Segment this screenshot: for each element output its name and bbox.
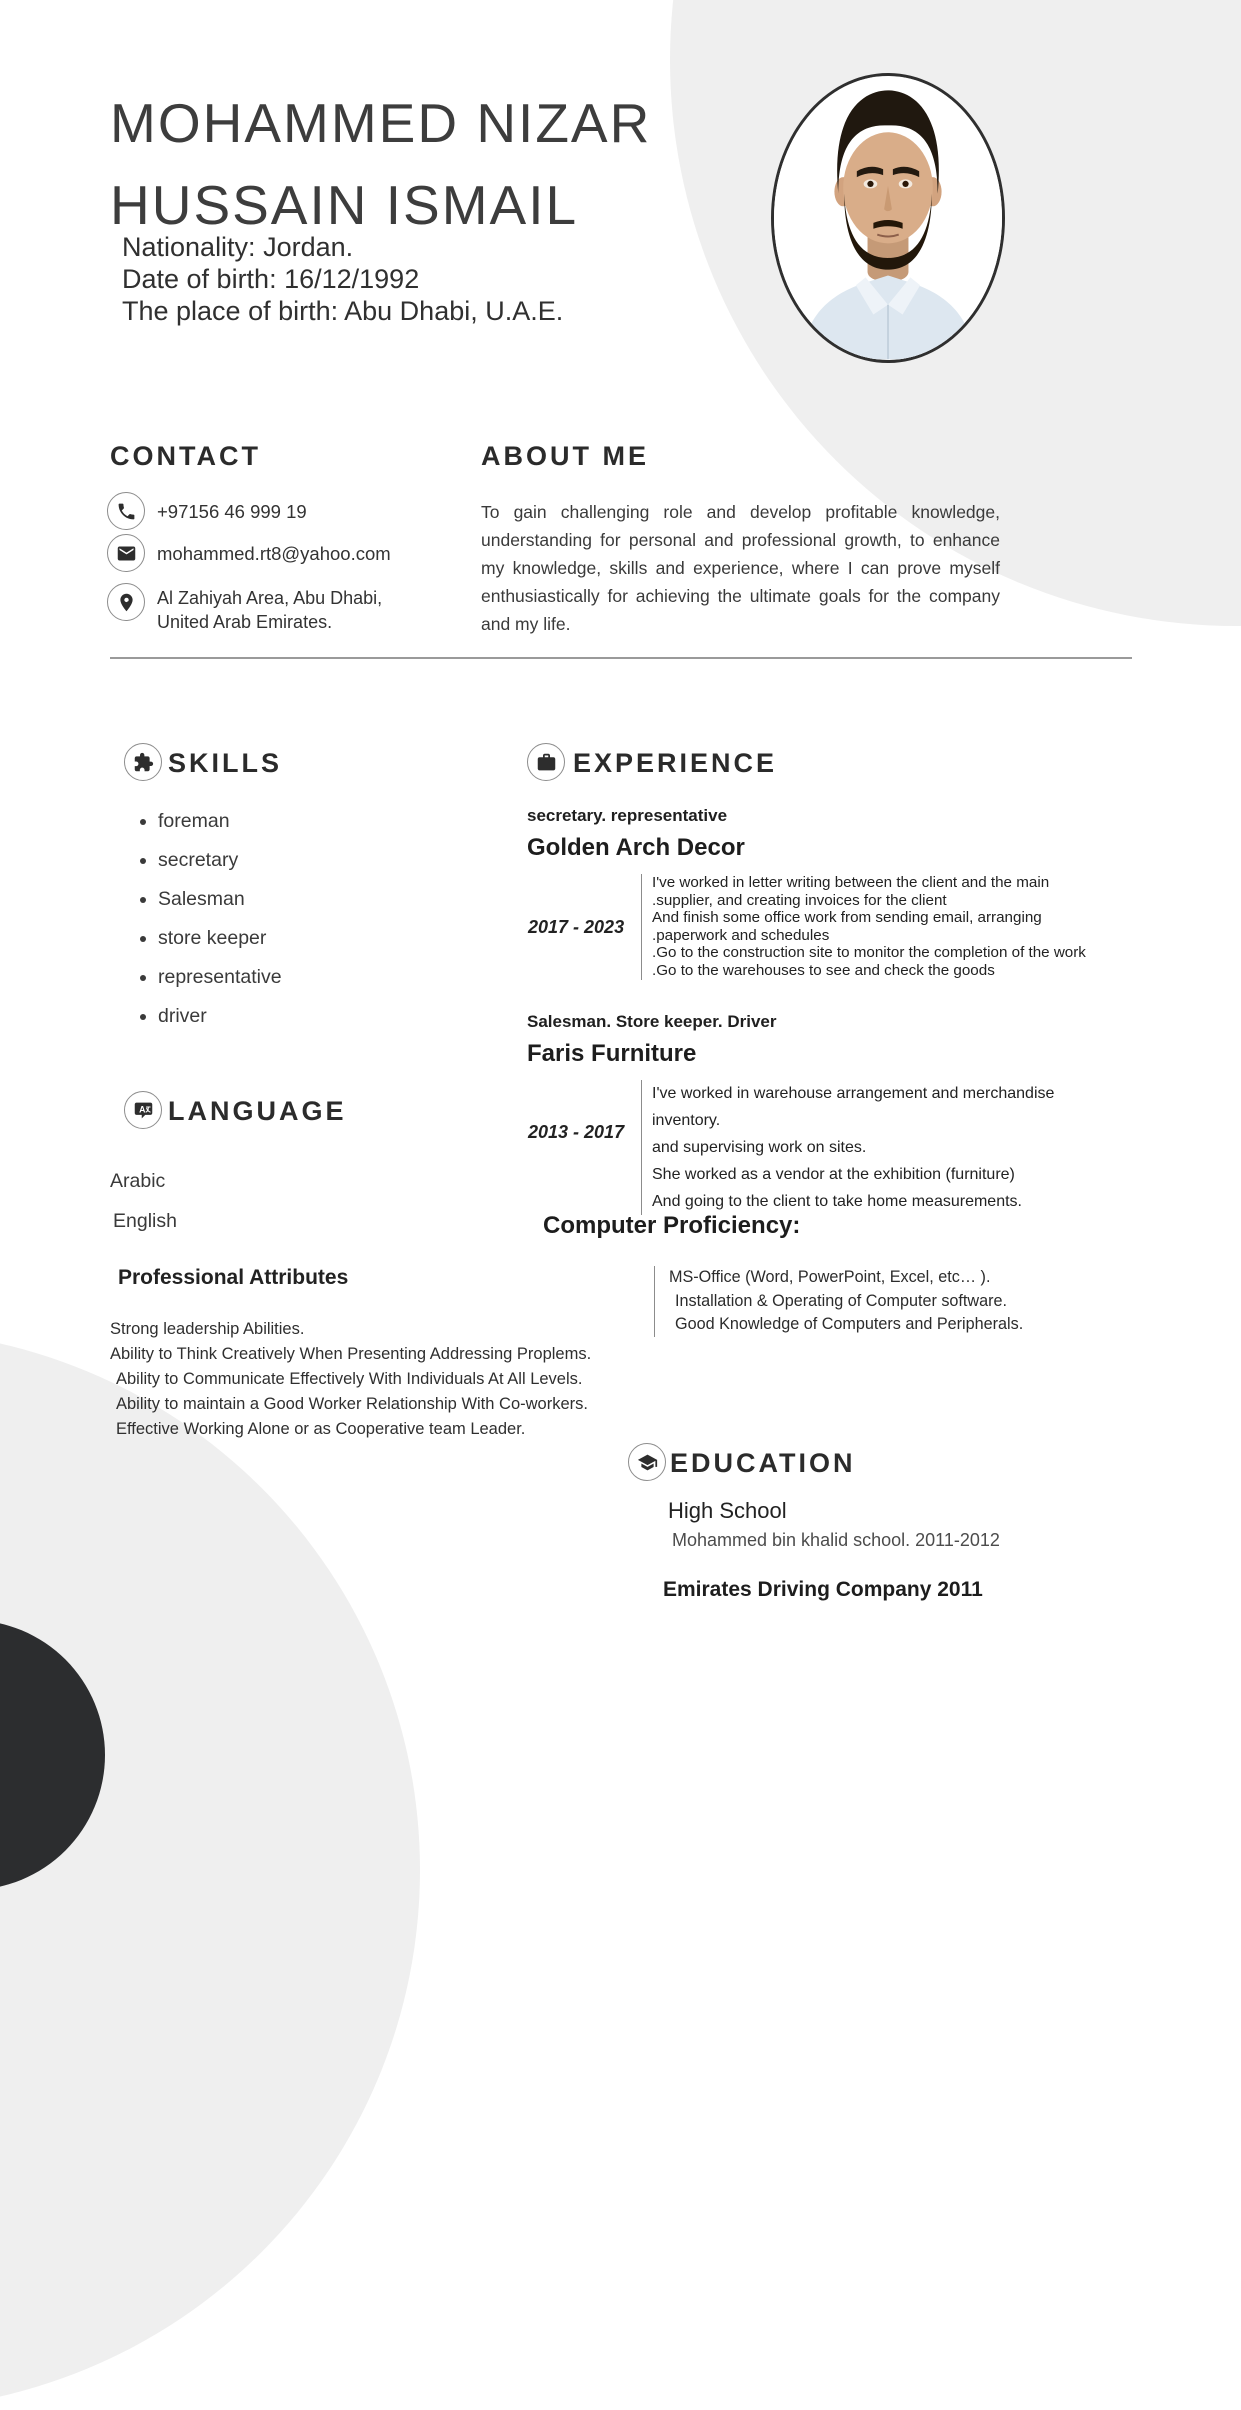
job-dates: 2017 - 2023 xyxy=(528,917,625,937)
portrait-illustration xyxy=(774,76,1002,360)
education-school-detail: Mohammed bin khalid school. 2011-2012 xyxy=(672,1530,1000,1550)
education-extra: Emirates Driving Company 2011 xyxy=(663,1578,983,1601)
attribute-line: Strong leadership Abilities. xyxy=(110,1320,305,1338)
skill-item: • driver xyxy=(158,1005,282,1044)
job-dates: 2013 - 2017 xyxy=(528,1122,625,1142)
contact-title: CONTACT xyxy=(110,441,261,471)
attributes-list xyxy=(110,1317,591,1442)
skill-item: • store keeper xyxy=(158,927,282,966)
section-divider xyxy=(110,657,1132,659)
skill-item: • foreman xyxy=(158,810,282,849)
decor-circle-bottom-left xyxy=(0,1330,420,2410)
attribute-line: Ability to Communicate Effectively With Individuals At All Levels. xyxy=(116,1370,583,1388)
job-desc-line: She worked as a vendor at the exhibition (furniture) xyxy=(652,1166,1015,1183)
name-line-1: MOHAMMED NIZAR xyxy=(110,92,652,154)
skills-list xyxy=(158,810,282,1044)
translate-icon xyxy=(124,1091,162,1129)
attribute-line: Effective Working Alone or as Cooperative team Leader. xyxy=(116,1420,526,1438)
phone-icon xyxy=(107,492,145,530)
attribute-line: Ability to maintain a Good Worker Relationship With Co-workers. xyxy=(116,1395,588,1413)
graduation-cap-icon xyxy=(628,1443,666,1481)
phone-value[interactable]: +97156 46 999 19 xyxy=(157,501,307,522)
job-desc-line: And finish some office work from sending email, arranging xyxy=(652,909,1042,927)
computer-line: MS-Office (Word, PowerPoint, Excel, etc… ). xyxy=(669,1268,991,1286)
skill-item: • representative xyxy=(158,966,282,1005)
skills-title: SKILLS xyxy=(168,748,283,778)
job-role: secretary. representative xyxy=(527,806,728,825)
computer-list xyxy=(654,1266,1023,1337)
job-company: Golden Arch Decor xyxy=(527,834,745,861)
address-line-1: Al Zahiyah Area, Abu Dhabi, xyxy=(157,588,383,608)
job-description xyxy=(641,1080,1121,1215)
location-icon xyxy=(107,583,145,621)
puzzle-icon xyxy=(124,743,162,781)
language-title: LANGUAGE xyxy=(168,1096,347,1126)
language-item: English xyxy=(113,1210,177,1232)
attribute-line: Ability to Think Creatively When Presenting Addressing Proplems. xyxy=(110,1345,592,1363)
job-desc-line: .paperwork and schedules xyxy=(652,926,830,944)
education-school: High School xyxy=(668,1498,787,1523)
birth-place-line: The place of birth: Abu Dhabi, U.A.E. xyxy=(122,296,564,326)
job-role: Salesman. Store keeper. Driver xyxy=(527,1012,777,1031)
attributes-title: Professional Attributes xyxy=(118,1266,349,1289)
email-value[interactable]: mohammed.rt8@yahoo.com xyxy=(157,543,391,564)
about-text: To gain challenging role and develop profitable knowledge, understanding for personal and professional growth, to enhance my knowledge, skills and experience, where I can prove myself enthusiastically for achieving the ultimate goals for the company and my life. xyxy=(481,502,1000,634)
computer-title: Computer Proficiency: xyxy=(543,1212,801,1239)
nationality-line: Nationality: Jordan. xyxy=(122,232,354,262)
job-desc-line: .Go to the warehouses to see and check the goods xyxy=(652,961,995,979)
computer-line: Good Knowledge of Computers and Peripherals. xyxy=(675,1315,1024,1333)
education-title: EDUCATION xyxy=(670,1448,856,1478)
job-desc-line: .supplier, and creating invoices for the client xyxy=(652,891,947,909)
job-desc-line: I've worked in letter writing between the client and the main xyxy=(652,874,1050,891)
job-description xyxy=(641,874,1141,980)
job-desc-line: And going to the client to take home measurements. xyxy=(652,1193,1022,1210)
computer-line: Installation & Operating of Computer software. xyxy=(675,1291,1008,1310)
svg-text:A: A xyxy=(138,1103,145,1114)
language-item: Arabic xyxy=(110,1170,166,1192)
address-line-2: United Arab Emirates. xyxy=(157,611,333,632)
job-desc-line: I've worked in warehouse arrangement and merchandise inventory. xyxy=(652,1085,1055,1129)
job-desc-line: and supervising work on sites. xyxy=(652,1139,867,1156)
address-block xyxy=(157,587,382,634)
experience-title: EXPERIENCE xyxy=(573,748,778,778)
job-desc-line: .Go to the construction site to monitor the completion of the work xyxy=(652,944,1086,962)
briefcase-icon xyxy=(527,743,565,781)
profile-photo xyxy=(771,73,1005,363)
job-company: Faris Furniture xyxy=(527,1040,697,1067)
about-title: ABOUT ME xyxy=(481,441,649,471)
name-line-2: HUSSAIN ISMAIL xyxy=(110,174,579,236)
email-icon xyxy=(107,534,145,572)
skill-item: • Salesman xyxy=(158,888,282,927)
birth-date-line: Date of birth: 16/12/1992 xyxy=(122,264,420,294)
skill-item: • secretary xyxy=(158,849,282,888)
